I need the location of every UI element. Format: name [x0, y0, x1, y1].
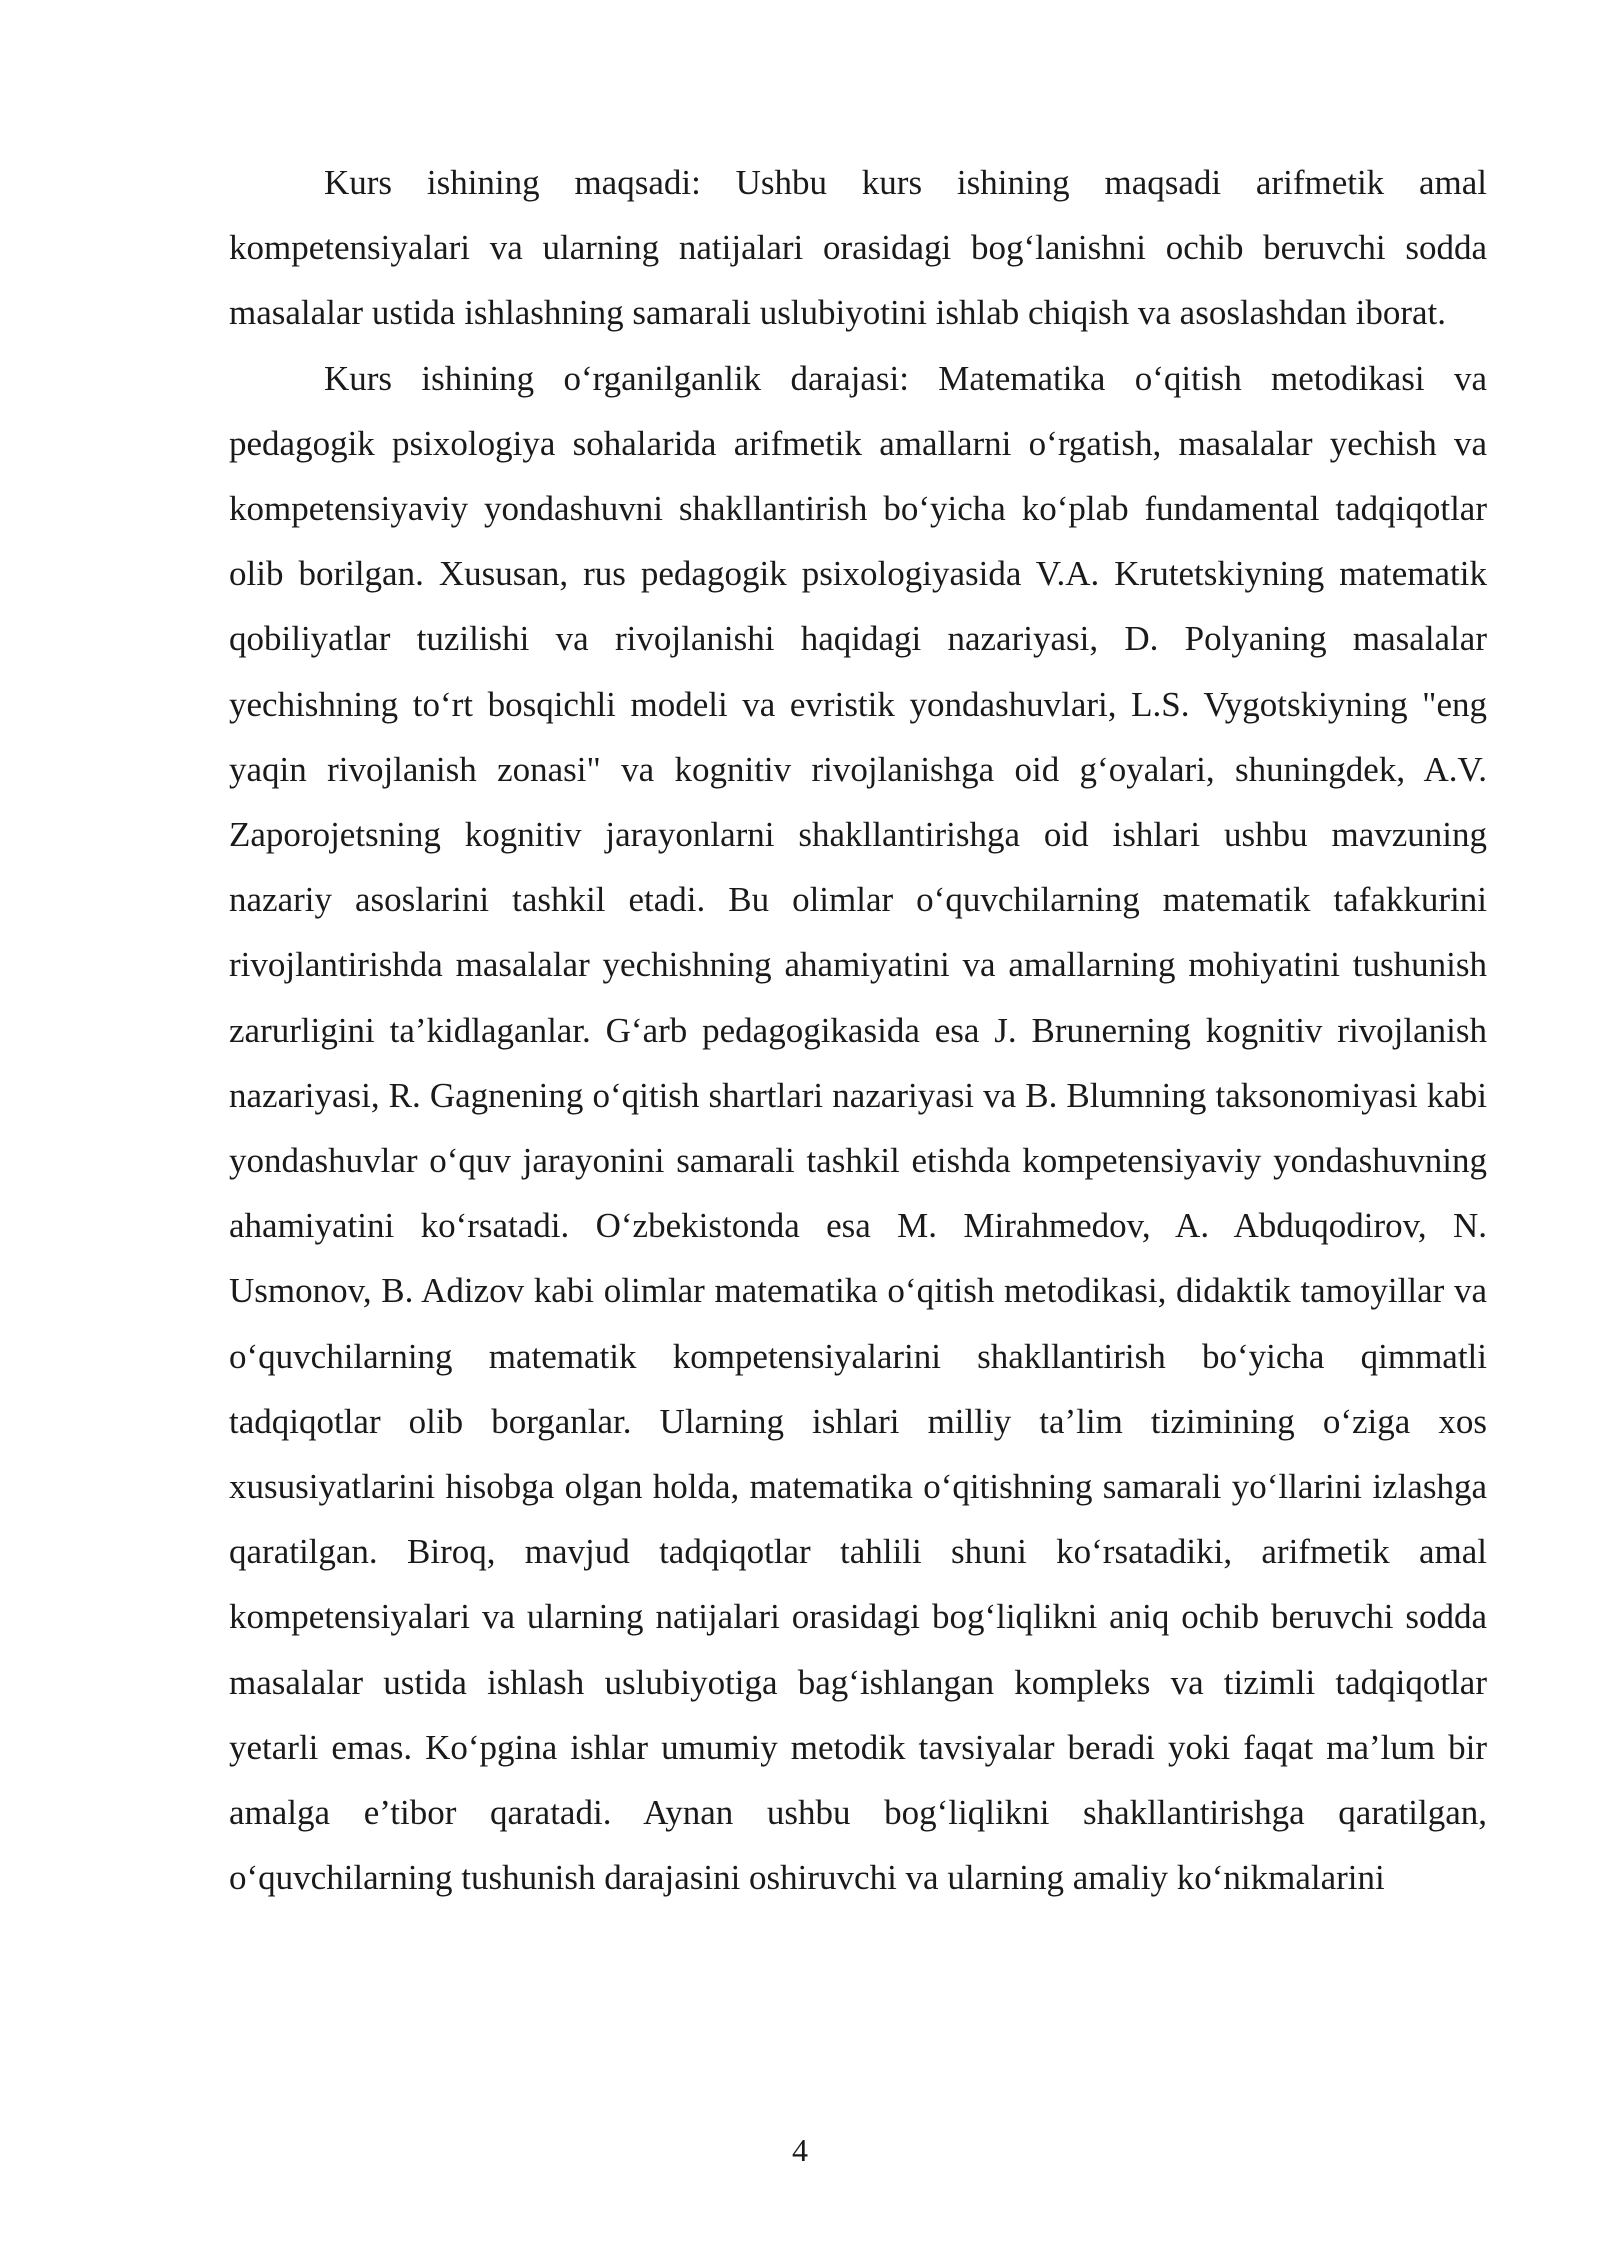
paragraph-aim: Kurs ishining maqsadi: Ushbu kurs ishining maqsadi arifmetik amal kompetensiyalari va ularning natijalari orasidagi bog‘lanishni ochib beruvchi sodda masalalar ustida ishlashning samarali uslubiyotini ishlab chiqish va asoslashdan iborat.: [229, 163, 1487, 333]
page-number: 4: [792, 2132, 808, 2168]
body-text: [229, 150, 1487, 1910]
paragraph-research-level: Kurs ishining o‘rganilganlik darajasi: Matematika o‘qitish metodikasi va pedagogik psixologiya sohalarida arifmetik amallarni o‘rgatish, masalalar yechish va kompetensiyaviy yondashuvni shakllantirish bo‘yicha ko‘plab fundamental tadqiqotlar olib borilgan. Xususan, rus pedagogik psixologiyasida V.A. Krutetskiyning matematik qobiliyatlar tuzilishi va rivojlanishi haqidagi nazariyasi, D. Polyaning masalalar yechishning to‘rt bosqichli modeli va evristik yondashuvlari, L.S. Vygotskiyning "eng yaqin rivojlanish zonasi" va kognitiv rivojlanishga oid g‘oyalari, shuningdek, A.V. Zaporojetsning kognitiv jarayonlarni shakllantirishga oid ishlari ushbu mavzuning nazariy asoslarini tashkil etadi. Bu olimlar o‘quvchilarning matematik tafakkurini rivojlantirishda masalalar yechishning ahamiyatini va amallarning mohiyatini tushunish zarurligini ta’kidlaganlar. G‘arb pedagogikasida esa J. Brunerning kognitiv rivojlanish nazariyasi, R. Gagnening o‘qitish shartlari nazariyasi va B. Blumning taksonomiyasi kabi yondashuvlar o‘quv jarayonini samarali tashkil etishda kompetensiyaviy yondashuvning ahamiyatini ko‘rsatadi. O‘zbekistonda esa M. Mirahmedov, A. Abduqodirov, N. Usmonov, B. Adizov kabi olimlar matematika o‘qitish metodikasi, didaktik tamoyillar va o‘quvchilarning matematik kompetensiyalarini shakllantirish bo‘yicha qimmatli tadqiqotlar olib borganlar. Ularning ishlari milliy ta’lim tizimining o‘ziga xos xususiyatlarini hisobga olgan holda, matematika o‘qitishning samarali yo‘llarini izlashga qaratilgan. Biroq, mavjud tadqiqotlar tahlili shuni ko‘rsatadiki, arifmetik amal kompetensiyalari va ularning natijalari orasidagi bog‘liqlikni aniq ochib beruvchi sodda masalalar ustida ishlash uslubiyotiga bag‘ishlangan kompleks va tizimli tadqiqotlar yetarli emas. Ko‘pgina ishlar umumiy metodik tavsiyalar beradi yoki faqat ma’lum bir amalga e’tibor qaratadi. Aynan ushbu bog‘liqlikni shakllantirishga qaratilgan, o‘quvchilarning tushunish darajasini oshiruvchi va ularning amaliy ko‘nikmalarini: [229, 358, 1487, 1898]
